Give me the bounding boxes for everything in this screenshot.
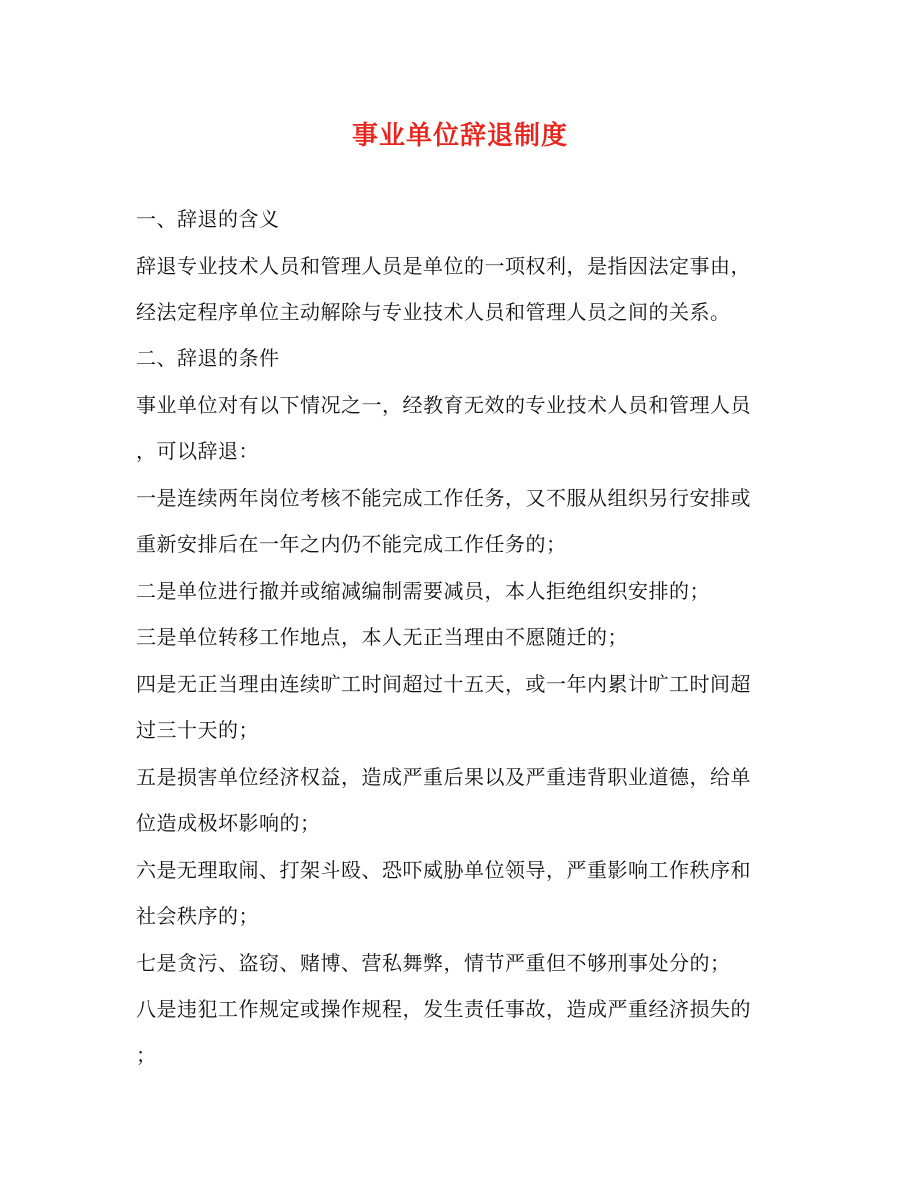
- list-item-line: 七是贪污、盗窃、赌博、营私舞弊，情节严重但不够刑事处分的；: [136, 951, 731, 975]
- section-heading-conditions: 二、辞退的条件: [136, 346, 280, 370]
- list-item-line: 一是连续两年岗位考核不能完成工作任务，又不服从组织另行安排或: [136, 486, 751, 510]
- list-item-line: 六是无理取闹、打架斗殴、恐吓威胁单位领导，严重影响工作秩序和: [136, 858, 751, 882]
- paragraph-line: 事业单位对有以下情况之一，经教育无效的专业技术人员和管理人员: [136, 393, 751, 417]
- list-item-line: 重新安排后在一年之内仍不能完成工作任务的；: [136, 532, 567, 556]
- list-item-line: 位造成极坏影响的；: [136, 811, 321, 835]
- list-item-line: 三是单位转移工作地点，本人无正当理由不愿随迁的；: [136, 625, 628, 649]
- list-item-line: 社会秩序的；: [136, 904, 259, 928]
- list-item-line: 四是无正当理由连续旷工时间超过十五天，或一年内累计旷工时间超: [136, 672, 751, 696]
- paragraph-line: 经法定程序单位主动解除与专业技术人员和管理人员之间的关系。: [136, 300, 731, 324]
- paragraph-line: 辞退专业技术人员和管理人员是单位的一项权利，是指因法定事由，: [136, 254, 751, 278]
- list-item-line: 五是损害单位经济权益，造成严重后果以及严重违背职业道德，给单: [136, 765, 751, 789]
- list-item-line: 过三十天的；: [136, 718, 259, 742]
- list-item-line: ；: [136, 1043, 157, 1067]
- list-item-line: 八是违犯工作规定或操作规程，发生责任事故，造成严重经济损失的: [136, 997, 751, 1021]
- section-heading-meaning: 一、辞退的含义: [136, 207, 280, 231]
- list-item-line: 二是单位进行撤并或缩减编制需要减员，本人拒绝组织安排的；: [136, 579, 710, 603]
- document-title: 事业单位辞退制度: [351, 121, 568, 151]
- paragraph-line: ，可以辞退：: [136, 439, 259, 463]
